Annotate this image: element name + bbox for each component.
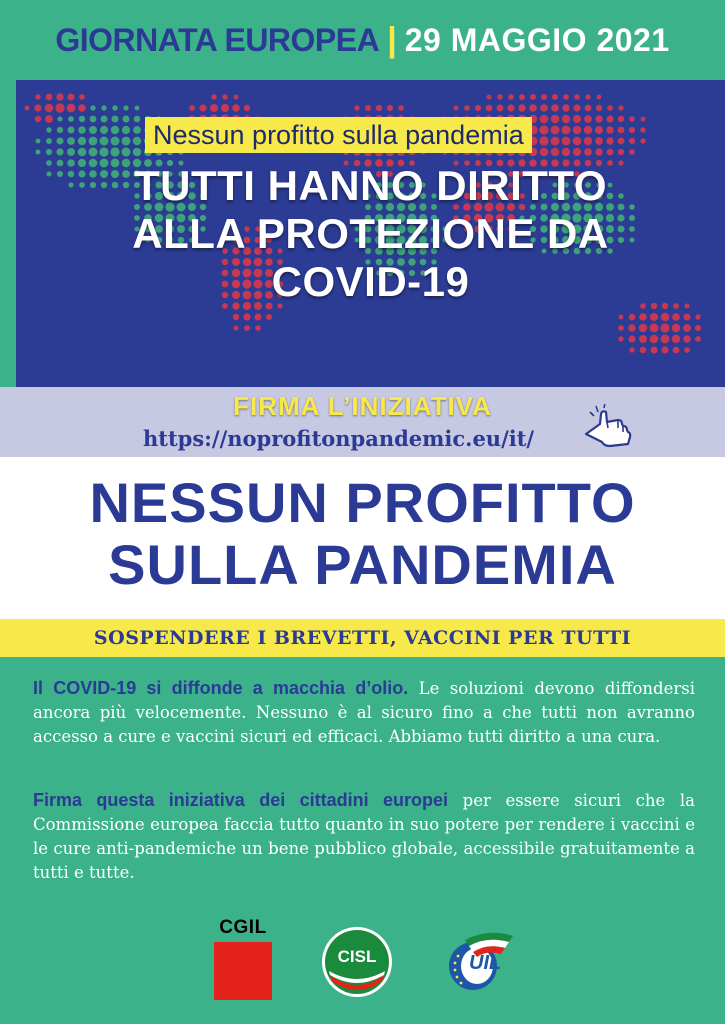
map-dot	[573, 148, 581, 156]
main-title-line: NESSUN PROFITTO	[89, 471, 636, 534]
paragraph-1	[33, 676, 695, 749]
map-dot	[573, 104, 580, 111]
map-dot	[199, 104, 206, 111]
map-dot	[110, 147, 119, 156]
map-dot	[606, 126, 613, 133]
map-dot	[56, 93, 63, 100]
map-dot	[597, 95, 602, 100]
map-dot	[619, 315, 624, 320]
map-dot	[78, 126, 86, 134]
map-dot	[618, 325, 624, 331]
map-dot	[618, 105, 623, 110]
map-dot	[221, 104, 229, 112]
map-dot	[376, 105, 382, 111]
cgil-logo	[214, 918, 272, 1000]
map-dot	[540, 148, 549, 157]
map-dot	[562, 137, 571, 146]
map-dot	[122, 126, 130, 134]
map-dot	[650, 313, 658, 321]
map-dot	[539, 125, 548, 134]
map-dot	[618, 127, 625, 134]
subtitle: SOSPENDERE I BREVETTI, VACCINI PER TUTTI	[93, 627, 632, 649]
map-dot	[55, 103, 64, 112]
map-dot	[222, 94, 227, 99]
map-dot	[595, 115, 602, 122]
map-dot	[68, 94, 75, 101]
map-dot	[562, 104, 569, 111]
map-dot	[234, 326, 239, 331]
map-dot	[660, 323, 669, 332]
map-dot	[596, 105, 602, 111]
map-dot	[79, 94, 85, 100]
map-dot	[122, 137, 131, 146]
map-dot	[99, 147, 108, 156]
map-dot	[683, 335, 690, 342]
map-dot	[454, 106, 459, 111]
map-dot	[650, 346, 657, 353]
map-dot	[255, 325, 261, 331]
map-dot	[135, 106, 140, 111]
map-dot	[266, 314, 272, 320]
map-dot	[639, 324, 647, 332]
map-dot	[134, 116, 141, 123]
map-dot	[46, 149, 52, 155]
map-dot	[574, 94, 580, 100]
map-dot	[210, 104, 218, 112]
map-dot	[233, 314, 239, 320]
map-dot	[595, 126, 603, 134]
paragraph-2	[33, 788, 695, 885]
map-dot	[672, 324, 681, 333]
map-dot	[211, 94, 216, 99]
map-dot	[387, 105, 393, 111]
subtitle-band	[0, 619, 725, 657]
headline	[16, 162, 725, 306]
map-dot	[497, 94, 502, 99]
map-dot	[695, 325, 701, 331]
map-dot	[540, 104, 548, 112]
map-dot	[58, 117, 63, 122]
map-dot	[365, 105, 371, 111]
map-dot	[640, 347, 647, 354]
map-dot	[101, 116, 108, 123]
map-dot	[684, 314, 691, 321]
map-dot	[595, 148, 602, 155]
map-dot	[111, 137, 120, 146]
map-dot	[661, 313, 669, 321]
map-dot	[628, 324, 635, 331]
event-header	[0, 0, 725, 80]
headline-line: ALLA PROTEZIONE DA	[132, 210, 609, 257]
map-dot	[101, 105, 106, 110]
map-dot	[100, 126, 108, 134]
map-dot	[90, 105, 95, 110]
headline-line: COVID-19	[271, 258, 470, 305]
map-dot	[123, 105, 128, 110]
map-dot	[573, 115, 581, 123]
map-dot	[89, 126, 97, 134]
map-dot	[629, 347, 634, 352]
map-dot	[618, 138, 625, 145]
paragraph-1-text: Le soluzioni devono diffondersi ancora più velocemente. Nessuno è al sicuro fino a che tutti non avranno accesso a cure e vaccini sicuri ed efficaci. Abbiamo tutti diritto a una cura.	[33, 679, 695, 746]
map-dot	[46, 127, 51, 132]
map-dot	[35, 116, 41, 122]
headline-line: TUTTI HANNO DIRITTO	[133, 162, 608, 209]
map-dot	[529, 104, 537, 112]
map-dot	[112, 105, 117, 110]
map-dot	[46, 138, 52, 144]
map-dot	[354, 105, 359, 110]
map-dot	[629, 149, 635, 155]
map-dot	[475, 105, 481, 111]
map-dot	[584, 148, 592, 156]
map-dot	[629, 138, 635, 144]
map-dot	[541, 94, 547, 100]
map-dot	[255, 314, 262, 321]
map-dot	[562, 115, 570, 123]
map-dot	[539, 136, 548, 145]
paragraph-2-text: per essere sicuri che la Commissione europea faccia tutto quanto in suo potere per rendere i vaccini e le cure anti-pandemiche un bene pubblico globale, accessibile gratuitamente a tutti e tutte.	[33, 791, 695, 882]
main-title	[0, 457, 725, 619]
map-dot	[606, 137, 613, 144]
map-dot	[629, 127, 635, 133]
map-dot	[640, 127, 645, 132]
map-dot	[629, 116, 635, 122]
map-dot	[607, 116, 614, 123]
event-date: 29 MAGGIO 2021	[404, 21, 670, 58]
map-dot	[25, 106, 30, 111]
map-dot	[629, 314, 636, 321]
map-dot	[639, 313, 647, 321]
map-dot	[672, 313, 680, 321]
map-dot	[650, 324, 659, 333]
map-dot	[133, 126, 141, 134]
event-name: GIORNATA EUROPEA	[55, 21, 380, 58]
map-dot	[78, 137, 86, 145]
map-dot	[595, 137, 603, 145]
map-dot	[672, 335, 680, 343]
map-dot	[243, 313, 250, 320]
tagline: Nessun profitto sulla pandemia	[145, 117, 532, 153]
map-dot	[573, 137, 582, 146]
paragraph-2-lead: Firma questa iniziativa dei cittadini europei	[33, 790, 448, 810]
map-dot	[78, 148, 87, 157]
map-dot	[89, 137, 98, 146]
map-dot	[78, 104, 86, 112]
map-dot	[122, 148, 131, 157]
paragraph-1-lead: Il COVID-19 si diffonde a macchia d’olio.	[33, 678, 409, 698]
map-dot	[100, 137, 109, 146]
map-dot	[35, 94, 40, 99]
map-dot	[67, 148, 75, 156]
map-dot	[36, 139, 41, 144]
map-dot	[487, 95, 492, 100]
cisl-logo-text: CISL	[337, 947, 377, 966]
uil-logo	[443, 926, 518, 994]
pointing-hand-icon	[582, 404, 634, 448]
map-dot	[508, 94, 514, 100]
map-dot	[684, 347, 690, 353]
map-dot	[584, 137, 592, 145]
map-dot	[683, 324, 691, 332]
initiative-link[interactable]: https://noprofitonpandemic.eu/it/	[143, 426, 535, 451]
map-dot	[584, 126, 592, 134]
main-title-line: SULLA PANDEMIA	[108, 533, 617, 596]
map-dot	[650, 335, 659, 344]
cgil-red-square	[214, 942, 272, 1000]
map-dot	[79, 116, 85, 122]
map-dot	[36, 150, 41, 155]
sign-title: FIRMA L’INIZIATIVA	[233, 391, 492, 421]
map-dot	[641, 117, 646, 122]
map-dot	[398, 105, 404, 111]
map-dot	[552, 94, 558, 100]
map-dot	[234, 95, 239, 100]
map-dot	[607, 105, 613, 111]
map-dot	[89, 148, 98, 157]
map-dot	[585, 94, 590, 99]
map-dot	[640, 138, 645, 143]
map-dot	[673, 347, 680, 354]
map-dot	[133, 137, 141, 145]
map-dot	[46, 94, 53, 101]
map-dot	[45, 104, 54, 113]
map-dot	[112, 116, 119, 123]
map-dot	[90, 116, 97, 123]
map-dot	[607, 149, 614, 156]
map-dot	[486, 105, 493, 112]
map-dot	[695, 314, 700, 319]
map-dot	[34, 104, 41, 111]
map-dot	[68, 116, 74, 122]
map-dot	[189, 105, 195, 111]
header-separator: |	[387, 20, 397, 59]
map-dot	[573, 126, 582, 135]
map-dot	[618, 149, 624, 155]
map-dot	[111, 126, 119, 134]
map-dot	[507, 104, 514, 111]
map-dot	[629, 336, 636, 343]
map-dot	[540, 115, 549, 124]
cisl-logo	[320, 925, 394, 999]
map-dot	[57, 138, 64, 145]
map-dot	[123, 116, 130, 123]
map-dot	[464, 105, 470, 111]
map-dot	[551, 148, 560, 157]
map-dot	[551, 115, 560, 124]
map-dot	[618, 336, 623, 341]
map-dot	[68, 127, 75, 134]
map-dot	[639, 335, 647, 343]
map-dot	[551, 137, 560, 146]
map-dot	[497, 105, 504, 112]
map-dot	[244, 105, 250, 111]
map-dot	[232, 104, 240, 112]
map-dot	[133, 148, 142, 157]
map-dot	[57, 127, 63, 133]
map-dot	[551, 126, 560, 135]
map-dot	[519, 94, 525, 100]
map-dot	[67, 104, 76, 113]
map-dot	[551, 104, 559, 112]
map-dot	[45, 115, 53, 123]
map-dot	[695, 336, 701, 342]
uil-logo-text: UIL	[469, 952, 502, 974]
map-dot	[518, 104, 525, 111]
cgil-logo-text: CGIL	[219, 917, 267, 938]
map-dot	[584, 115, 592, 123]
map-dot	[562, 126, 571, 135]
map-dot	[530, 94, 536, 100]
map-dot	[661, 335, 670, 344]
map-dot	[585, 105, 592, 112]
map-dot	[56, 148, 63, 155]
map-dot	[661, 346, 668, 353]
map-dot	[563, 94, 569, 100]
map-dot	[562, 148, 570, 156]
map-dot	[67, 137, 75, 145]
map-dot	[618, 116, 624, 122]
map-dot	[244, 325, 250, 331]
